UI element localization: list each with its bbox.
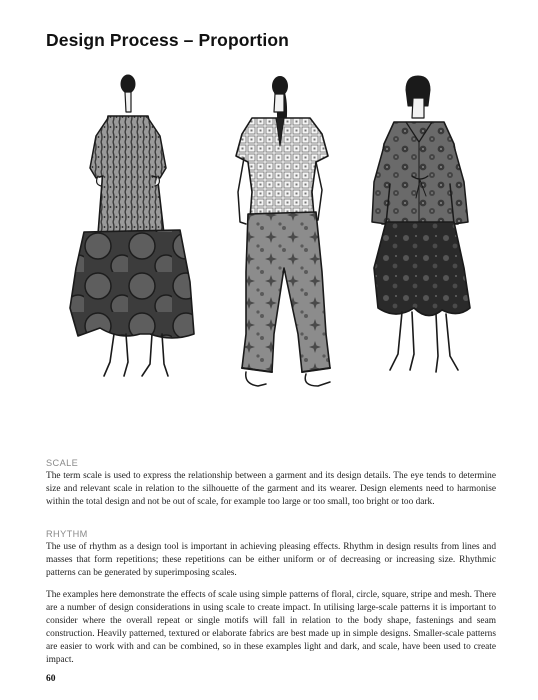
figure-right <box>372 76 470 372</box>
section-heading-rhythm: RHYTHM <box>46 529 88 539</box>
page-title: Design Process – Proportion <box>46 30 289 50</box>
examples-paragraph: The examples here demonstrate the effects of scale using simple patterns of floral, circle, square, stripe and mesh. There are a number of design considerations in using scale to create impact. In utilising large-scale patterns it is important to consider where the overall repeat or single motifs will fall in relation to the body shape, fastenings and seam construction. Heavily patterned, textured or elaborate fabrics are best made up in simple designs. Smaller-scale patterns are easier to work with and can be combined, so in these examples light and dark, and scale, have been used to create impact. <box>46 590 496 665</box>
figure-left <box>70 75 194 376</box>
figure-middle <box>236 77 330 387</box>
page-number: 60 <box>46 674 56 684</box>
rhythm-paragraph: The use of rhythm as a design tool is important in achieving pleasing effects. Rhythm in design results from lines and masses that form repetitions; these repetitions can be either uniform or of decreasing or increasing size. Rhythmic patterns can be generated by superimposing scales. <box>46 542 496 578</box>
scale-paragraph: The term scale is used to express the relationship between a garment and its design details. The eye tends to determine size and relevant scale in relation to the silhouette of the garment and its wearer. Design elements need to harmonise within the total design and not be out of scale, for example too large or too small, too bright or too dark. <box>46 471 496 507</box>
section-heading-scale: SCALE <box>46 458 79 468</box>
fashion-illustrations <box>40 72 500 452</box>
